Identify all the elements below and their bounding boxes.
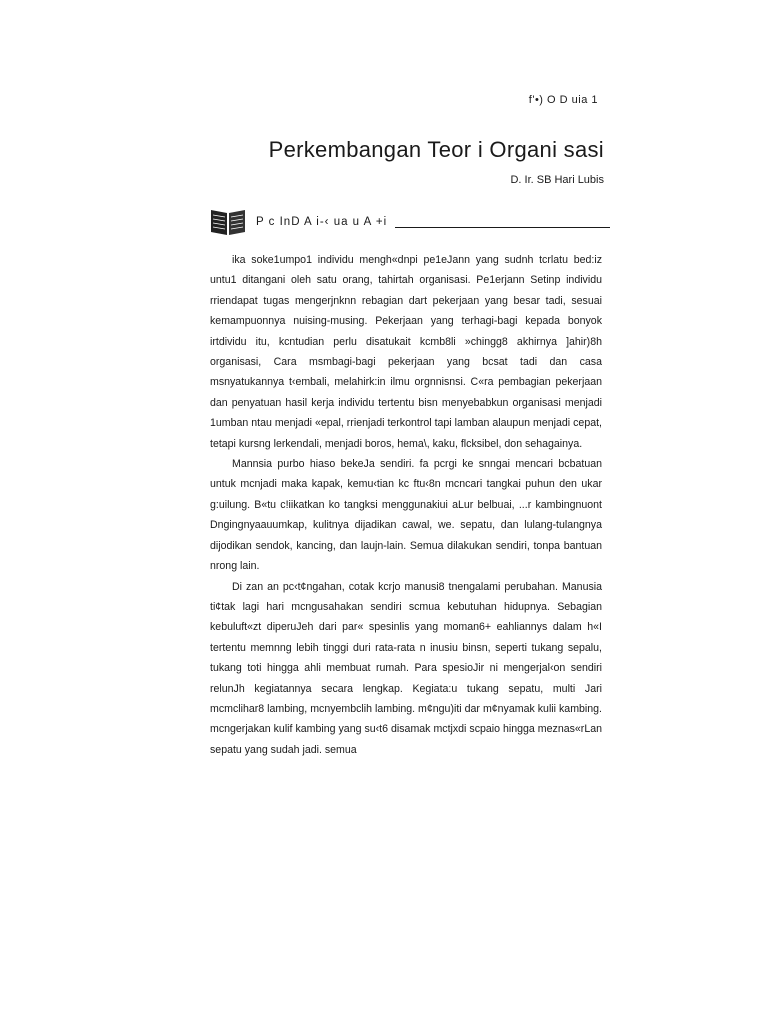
section-label: P c InD A i-‹ ua u A +i bbox=[256, 216, 388, 228]
paragraph-1: ika soke1umpo1 individu mengh«dnpi pe1eJann yang sudnh tcrlatu bed:iz untu1 ditangani oleh satu orang, tahirtah organisasi. Pe1erjann Setinp individu rriendapat tugas mengerjnknn rebagian dart pekerjaan yang besar tadi, sesuai kemampuonnya nuising-musing. Pekerjaan yang terhagi-bagi kepada bonyok irtdividu itu, kcntudian perlu disatukait kcmb8li »chingg8 akhirnya ]ahir)8h organisasi, Cara msmbagi-bagi pekerjaan yang bcsat tadi dan casa msnyatukannya t‹embali, melahirk:in ilmu orgnnisnsi. C«ra pembagian pekerjaan dan penyatuan hasil kerja individu tertentu bisn menyebabkun organisasi menjadi 1umban ntau menjadi «epal, rrienjadi terkontrol tapi lamban alaupun menjadi cepat, tetapi kursng lerkendali, menjadi boros, hema\, kaku, flcksibel, don sehagainya. bbox=[210, 254, 602, 450]
paragraph-3: Di zan an pc‹t¢ngahan, cotak kcrjo manusi8 tnengalami perubahan. Manusia ti¢tak lagi hari mcngusahakan sendiri scmua kebutuhan hidupnya. Sebagian kebuluft«zt diperuJeh dari par« spesinlis yang moman6+ eahliannys dalam h«I tertentu memnng lebih tinggi duri rata-rata n inusiu binsn, seperti tukang sepalu, tukang toti hingga ahli membuat rumah. Para spesioJir ni mengerjal‹on sendiri relunJh kegiatannya secara lengkap. Kegiata:u tukang sepatu, multi Jari mcmclihar8 lambing, mcnyembclih lambing. m¢ngu)iti dar m¢nyamak kulii kambing. mcngerjakan kulif kambing yang su‹t6 disamak mctjxdi scpaio hingga meznas«rLan sepatu yang sudah jadi. semua bbox=[210, 580, 602, 756]
book-ornament-icon bbox=[210, 207, 246, 237]
section-heading bbox=[210, 206, 610, 238]
heading-rule bbox=[395, 227, 610, 228]
running-header: f'•) O D uia 1 bbox=[528, 94, 598, 106]
body-text bbox=[210, 250, 602, 760]
chapter-title: Perkembangan Teor i Organi sasi bbox=[268, 136, 604, 162]
author-line: D. Ir. SB Hari Lubis bbox=[510, 174, 604, 186]
paragraph-2: Mannsia purbo hiaso bekeJa sendiri. fa pcrgi ke snngai mencari bcbatuan untuk mcnjadi maka kapak, kemu‹tian kc ftu‹8n mcncari tangkai puhun den ukar g:uilung. B«tu c!iikatkan ko tangksi menggunakiui aLur belbuai, ...r kambingnuont Dngingnyaauumkap, kulitnya dijadikan cawal, we. sepatu, dan lulang-tulangnya dijodikan sendok, kancing, dan laujn-lain. Semua dilakukan sendiri, tonpa bantuan nrong lain. bbox=[210, 458, 602, 573]
